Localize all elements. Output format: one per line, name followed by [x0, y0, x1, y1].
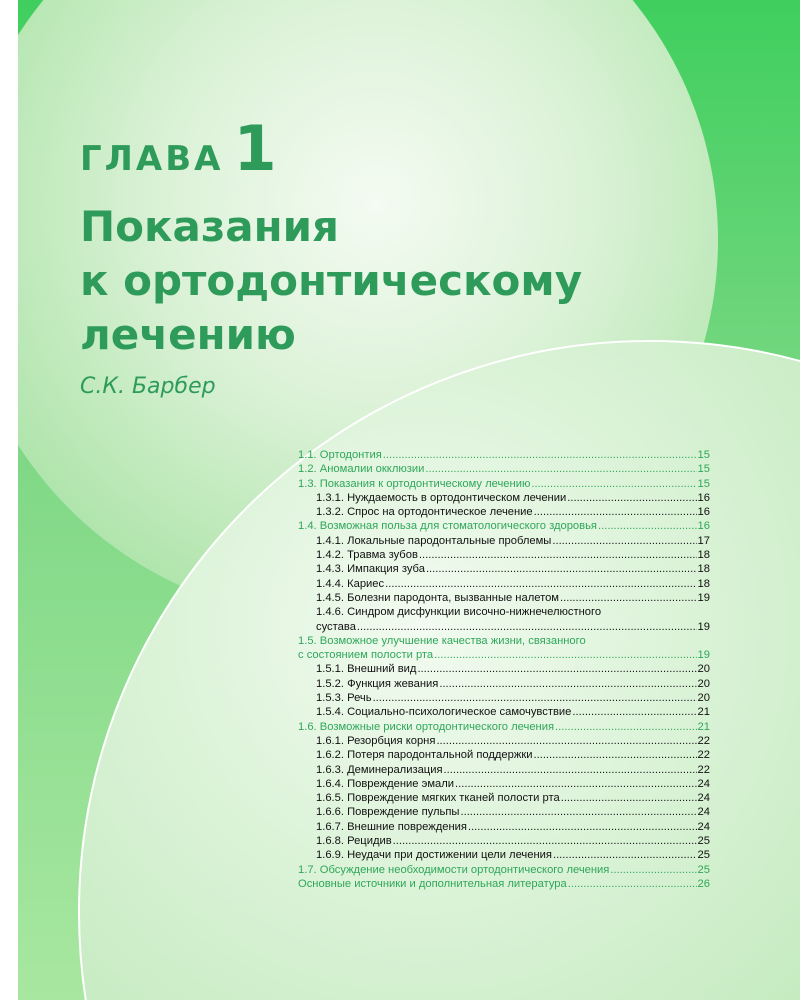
toc-entry-title: 1.1. Ортодонтия — [298, 449, 382, 461]
toc-entry-title: 1.6.8. Рецидив — [316, 835, 392, 848]
toc-entry — [298, 748, 710, 762]
toc-leader-dots — [568, 877, 697, 891]
toc-leader-dots — [444, 763, 697, 777]
toc-entry — [298, 834, 710, 848]
toc-leader-dots — [455, 777, 697, 791]
toc-entry-title: 1.4.2. Травма зубов — [316, 549, 418, 562]
toc-entry — [298, 720, 710, 734]
toc-page-number: 24 — [697, 806, 710, 819]
toc-leader-dots — [610, 863, 696, 877]
toc-entry-title: 1.4. Возможная польза для стоматологического здоровья — [298, 520, 597, 533]
toc-entry-title: 1.6.4. Повреждение эмали — [316, 777, 455, 790]
toc-entry — [298, 877, 710, 891]
table-of-contents — [298, 448, 710, 891]
toc-leader-dots — [534, 505, 697, 519]
toc-entry-first-line: 1.5. Возможное улучшение качества жизни, связанного — [298, 634, 586, 647]
toc-entry-title: 1.5.4. Социально-психологическое самочувствие — [316, 706, 572, 719]
toc-page-number: 22 — [697, 734, 710, 747]
toc-leader-dots — [357, 620, 697, 634]
toc-entry — [298, 777, 710, 791]
toc-leader-dots — [572, 705, 696, 719]
toc-entry — [298, 848, 710, 862]
toc-entry-title: 1.6.3. Деминерализация — [316, 763, 443, 776]
toc-entry — [298, 577, 710, 591]
toc-entry-title: 1.6. Возможные риски ортодонтического лечения — [298, 720, 555, 733]
toc-entry — [298, 462, 710, 476]
toc-leader-dots — [460, 805, 696, 819]
toc-leader-dots — [468, 820, 697, 834]
toc-page-number: 22 — [697, 749, 710, 762]
toc-page-number: 15 — [697, 477, 710, 490]
toc-leader-dots — [425, 462, 696, 476]
toc-page-number: 20 — [697, 663, 710, 676]
toc-entry — [298, 491, 710, 505]
toc-entry-title: 1.4.4. Кариес — [316, 577, 385, 590]
toc-leader-dots — [419, 548, 697, 562]
toc-entry-title: 1.3. Показания к ортодонтическому лечению — [298, 477, 531, 490]
toc-entry-title: 1.4.5. Болезни пародонта, вызванные налетом — [316, 591, 559, 604]
toc-page-number: 16 — [697, 491, 710, 504]
toc-entry — [298, 820, 710, 834]
toc-leader-dots — [560, 591, 697, 605]
toc-entry-title: 1.6.9. Неудачи при достижении цели лечения — [316, 849, 552, 862]
toc-leader-dots — [373, 691, 697, 705]
toc-leader-dots — [417, 662, 696, 676]
toc-entry — [298, 662, 710, 676]
toc-page-number: 18 — [697, 577, 710, 590]
toc-entry — [298, 863, 710, 877]
toc-page-number: 24 — [697, 777, 710, 790]
toc-entry — [298, 691, 710, 705]
toc-page-number: 25 — [697, 863, 710, 876]
chapter-title — [80, 200, 700, 362]
toc-page-number: 20 — [697, 677, 710, 690]
toc-entry — [298, 534, 710, 548]
toc-page-number: 18 — [697, 563, 710, 576]
toc-page-number: 15 — [697, 463, 710, 476]
toc-entry — [298, 677, 710, 691]
chapter-word: ГЛАВА — [80, 139, 224, 179]
toc-page-number: 20 — [697, 692, 710, 705]
toc-leader-dots — [434, 648, 696, 662]
toc-page-number: 19 — [697, 649, 710, 662]
toc-entry-title: с состоянием полости рта — [298, 649, 434, 662]
toc-entry-title: 1.7. Обсуждение необходимости ортодонтического лечения — [298, 863, 610, 876]
author-name: С.К. Барбер — [80, 374, 216, 399]
toc-leader-dots — [561, 791, 697, 805]
toc-entry — [298, 505, 710, 519]
toc-entry-title: 1.5.1. Внешний вид — [316, 663, 417, 676]
toc-entry-title: 1.6.6. Повреждение пульпы — [316, 806, 460, 819]
toc-page-number: 15 — [697, 449, 710, 461]
chapter-title-line: Показания — [80, 202, 340, 251]
chapter-heading — [80, 112, 277, 185]
toc-leader-dots — [426, 562, 697, 576]
toc-page-number: 19 — [697, 620, 710, 633]
toc-entry-title: 1.6.5. Повреждение мягких тканей полости рта — [316, 792, 560, 805]
toc-entry-title: 1.3.1. Нуждаемость в ортодонтическом лечении — [316, 491, 567, 504]
chapter-title-line: лечению — [80, 310, 296, 359]
toc-entry-title: 1.6.7. Внешние повреждения — [316, 820, 467, 833]
chapter-number: 1 — [233, 112, 277, 185]
toc-entry — [298, 705, 710, 719]
toc-leader-dots — [555, 720, 697, 734]
toc-entry-title: 1.3.2. Спрос на ортодонтическое лечение — [316, 506, 533, 519]
toc-entry-title: 1.2. Аномалии окклюзии — [298, 463, 425, 476]
toc-entry — [298, 519, 710, 533]
book-page — [18, 0, 800, 1000]
toc-entry-title: 1.5.2. Функция жевания — [316, 677, 439, 690]
toc-page-number: 25 — [697, 849, 710, 862]
toc-page-number: 26 — [697, 877, 710, 890]
toc-entry — [298, 620, 710, 634]
toc-entry-title: 1.4.1. Локальные пародонтальные проблемы — [316, 534, 552, 547]
toc-entry-first-line: 1.4.6. Синдром дисфункции височно-нижнечелюстного — [316, 606, 602, 619]
toc-page-number: 24 — [697, 820, 710, 833]
toc-page-number: 21 — [697, 720, 710, 733]
toc-entry — [298, 548, 710, 562]
toc-page-number: 16 — [697, 506, 710, 519]
toc-entry-title: Основные источники и дополнительная литература — [298, 877, 567, 890]
toc-leader-dots — [439, 677, 696, 691]
toc-leader-dots — [385, 577, 696, 591]
toc-entry — [298, 791, 710, 805]
toc-leader-dots — [383, 448, 697, 462]
toc-leader-dots — [553, 848, 697, 862]
toc-entry-title: сустава — [316, 620, 356, 633]
toc-entry — [298, 734, 710, 748]
toc-entry — [298, 562, 710, 576]
toc-leader-dots — [436, 734, 696, 748]
toc-leader-dots — [534, 748, 697, 762]
toc-entry-title: 1.6.1. Резорбция корня — [316, 734, 436, 747]
chapter-title-line: к ортодонтическому — [80, 256, 583, 305]
toc-leader-dots — [567, 491, 696, 505]
toc-entry-title: 1.4.3. Импакция зуба — [316, 563, 425, 576]
toc-entry — [298, 448, 710, 462]
toc-leader-dots — [598, 519, 697, 533]
toc-leader-dots — [552, 534, 696, 548]
toc-page-number: 22 — [697, 763, 710, 776]
toc-page-number: 24 — [697, 792, 710, 805]
toc-leader-dots — [531, 477, 696, 491]
toc-entry — [298, 648, 710, 662]
toc-entry-title: 1.6.2. Потеря пародонтальной поддержки — [316, 749, 533, 762]
toc-page-number: 16 — [697, 520, 710, 533]
toc-page-number: 18 — [697, 549, 710, 562]
toc-page-number: 25 — [697, 835, 710, 848]
toc-entry — [298, 591, 710, 605]
toc-leader-dots — [393, 834, 697, 848]
toc-entry — [298, 763, 710, 777]
toc-entry-title: 1.5.3. Речь — [316, 692, 372, 705]
toc-entry — [298, 805, 710, 819]
toc-page-number: 17 — [697, 534, 710, 547]
toc-entry — [298, 477, 710, 491]
toc-page-number: 21 — [697, 706, 710, 719]
toc-page-number: 19 — [697, 591, 710, 604]
